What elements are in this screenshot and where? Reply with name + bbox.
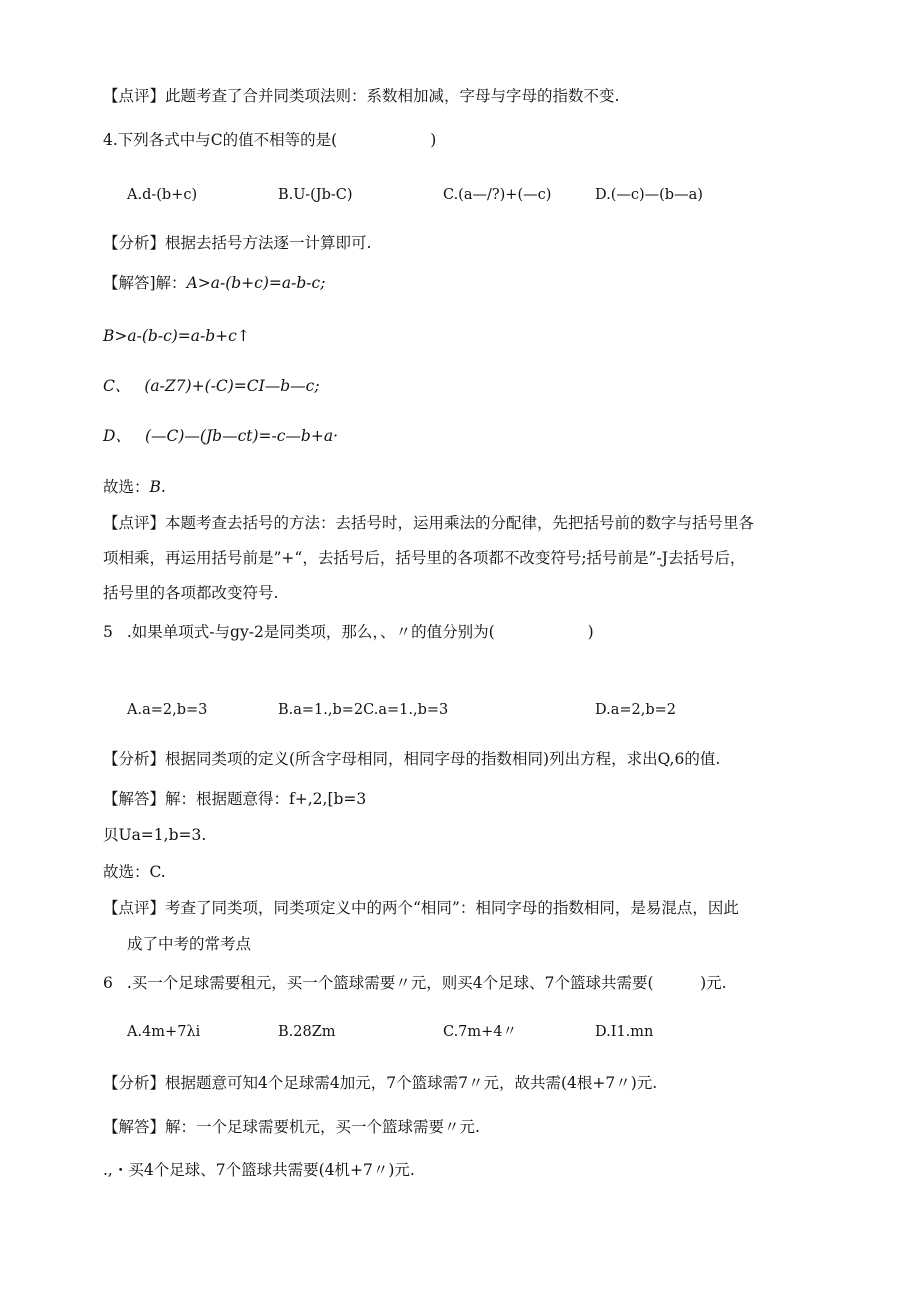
q5-comment-2: 成了中考的常考点 <box>127 935 252 953</box>
choice-prefix: 故选： <box>103 478 150 496</box>
q6-analysis: 【分析】根据题意可知4个足球需4加元，7个篮球需7〃元，故共需(4根+7〃)元. <box>103 1074 658 1092</box>
question-4: 4.下列各式中与C的值不相等的是( ) <box>103 131 437 149</box>
q4-comment-2: 项相乘，再运用括号前是”+“，去括号后，括号里的各项都不改变符号;括号前是”-J去括号后， <box>103 549 746 567</box>
q5-then: 贝Ua=1,b=3. <box>103 826 207 844</box>
question-6 <box>103 973 727 993</box>
q6-then: .,・买4个足球、7个篮球共需要(4机+7〃)元. <box>103 1161 415 1179</box>
q5-option-bc: B.a=1.,b=2C.a=1.,b=3 <box>278 702 449 718</box>
q4-solution-b: B>a-(b-c)=a-b+c↑ <box>103 327 250 345</box>
step-label-c: C、 <box>103 377 131 395</box>
q5-analysis: 【分析】根据同类项的定义(所含字母相同，相同字母的指数相同)列出方程，求出Q,6的值. <box>103 750 721 768</box>
step-label-d: D、 <box>103 427 131 445</box>
q5-option-d: D.a=2,b=2 <box>595 702 677 718</box>
q4-solution-d <box>103 426 338 446</box>
q4-comment-1: 【点评】本题考查去括号的方法：去括号时，运用乘法的分配律，先把括号前的数字与括号里各 <box>103 514 755 532</box>
q6-solution: 【解答】解：一个足球需要机元，买一个篮球需要〃元. <box>103 1118 480 1136</box>
q4-option-b: B.U-(Jb-C) <box>278 187 353 203</box>
q6-text: .买一个足球需要租元，买一个篮球需要〃元，则买4个足球、7个篮球共需要( )元. <box>126 974 727 992</box>
q5-number: 5 <box>103 623 113 641</box>
comment-line: 【点评】此题考查了合并同类项法则：系数相加减，字母与字母的指数不变. <box>103 87 620 105</box>
q6-option-d: D.I1.mn <box>595 1024 654 1040</box>
q6-option-b: B.28Zm <box>278 1024 336 1040</box>
q6-option-c: C.7m+4〃 <box>443 1024 518 1040</box>
q6-number: 6 <box>103 974 113 992</box>
q5-option-a: A.a=2,b=3 <box>127 702 208 718</box>
q4-option-a: A.d-(b+c) <box>127 187 198 203</box>
choice-value: B. <box>149 478 166 496</box>
q4-option-d: D.(—c)—(b—a) <box>595 187 703 203</box>
q4-choice <box>103 477 166 497</box>
q5-choice: 故选：C. <box>103 863 166 881</box>
q5-comment-1: 【点评】考查了同类项，同类项定义中的两个“相同”：相同字母的指数相同，是易混点，因此 <box>103 899 739 917</box>
q6-option-a: A.4m+7λi <box>127 1024 201 1040</box>
solution-prefix: 【解答]解： <box>103 274 187 292</box>
q5-solution: 【解答】解：根据题意得：f+,2,[b=3 <box>103 790 367 808</box>
step-d: (—C)—(Jb—ct)=-c—b+a· <box>144 427 339 445</box>
question-5 <box>103 622 594 642</box>
q4-comment-3: 括号里的各项都改变符号. <box>103 584 279 602</box>
q4-solution-a <box>103 273 325 293</box>
q4-solution-c <box>103 376 320 396</box>
step-c: (a-Z7)+(-C)=CI—b—c; <box>144 377 320 395</box>
q5-text: .如果单项式-与gy-2是同类项，那么，、〃的值分别为( ) <box>126 623 594 641</box>
q4-analysis: 【分析】根据去括号方法逐一计算即可. <box>103 234 372 252</box>
solution-step-a: A>a-(b+c)=a-b-c; <box>186 274 326 292</box>
q4-option-c: C.(a—/?)+(—c) <box>443 187 552 203</box>
